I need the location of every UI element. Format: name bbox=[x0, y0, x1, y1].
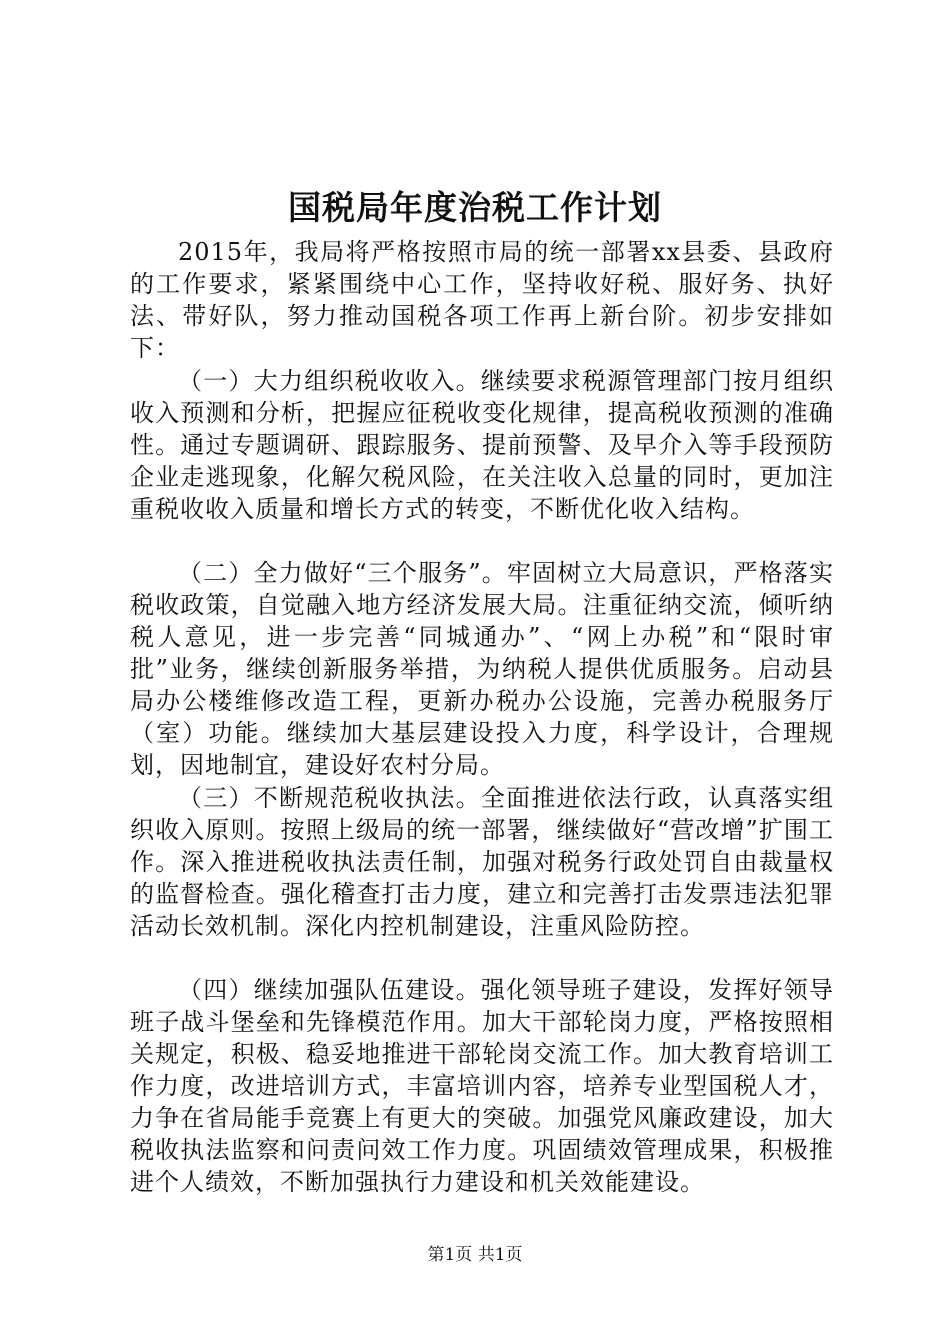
section-4-paragraph: （四）继续加强队伍建设。强化领导班子建设，发挥好领导班子战斗堡垒和先锋模范作用。加大干部轮岗力度，严格按照相关规定，积极、稳妥地推进干部轮岗交流工作。加大教育培训工作力度，改进培训方式，丰富培训内容，培养专业型国税人才，力争在省局能手竞赛上有更大的突破。加强党风廉政建设，加大税收执法监察和问责问效工作力度。巩固绩效管理成果，积极推进个人绩效，不断加强执行力建设和机关效能建设。 bbox=[130, 976, 834, 1196]
page-number-footer: 第1页 共1页 bbox=[427, 1245, 523, 1265]
section-2-paragraph: （二）全力做好“三个服务”。牢固树立大局意识，严格落实税收政策，自觉融入地方经济发展大局。注重征纳交流，倾听纳税人意见，进一步完善“同城通办”、“网上办税”和“限时审批”业务，继续创新服务举措，为纳税人提供优质服务。启动县局办公楼维修改造工程，更新办税办公设施，完善办税服务厅（室）功能。继续加大基层建设投入力度，科学设计，合理规划，因地制宜，建设好农村分局。 bbox=[130, 559, 834, 779]
document-title: 国税局年度治税工作计划 bbox=[288, 188, 662, 227]
document-body bbox=[130, 236, 834, 1198]
section-3-paragraph: （三）不断规范税收执法。全面推进依法行政，认真落实组织收入原则。按照上级局的统一部署，继续做好“营改增”扩围工作。深入推进税收执法责任制，加强对税务行政处罚自由裁量权的监督检查。强化稽查打击力度，建立和完善打击发票违法犯罪活动长效机制。深化内控机制建设，注重风险防控。 bbox=[130, 784, 834, 940]
intro-paragraph: 2015年，我局将严格按照市局的统一部署xx县委、县政府的工作要求，紧紧围绕中心工作，坚持收好税、服好务、执好法、带好队，努力推动国税各项工作再上新台阶。初步安排如下： bbox=[130, 238, 834, 362]
section-1-paragraph: （一）大力组织税收收入。继续要求税源管理部门按月组织收入预测和分析，把握应征税收变化规律，提高税收预测的准确性。通过专题调研、跟踪服务、提前预警、及早介入等手段预防企业走逃现象，化解欠税风险，在关注收入总量的同时，更加注重税收收入质量和增长方式的转变，不断优化收入结构。 bbox=[130, 367, 834, 523]
